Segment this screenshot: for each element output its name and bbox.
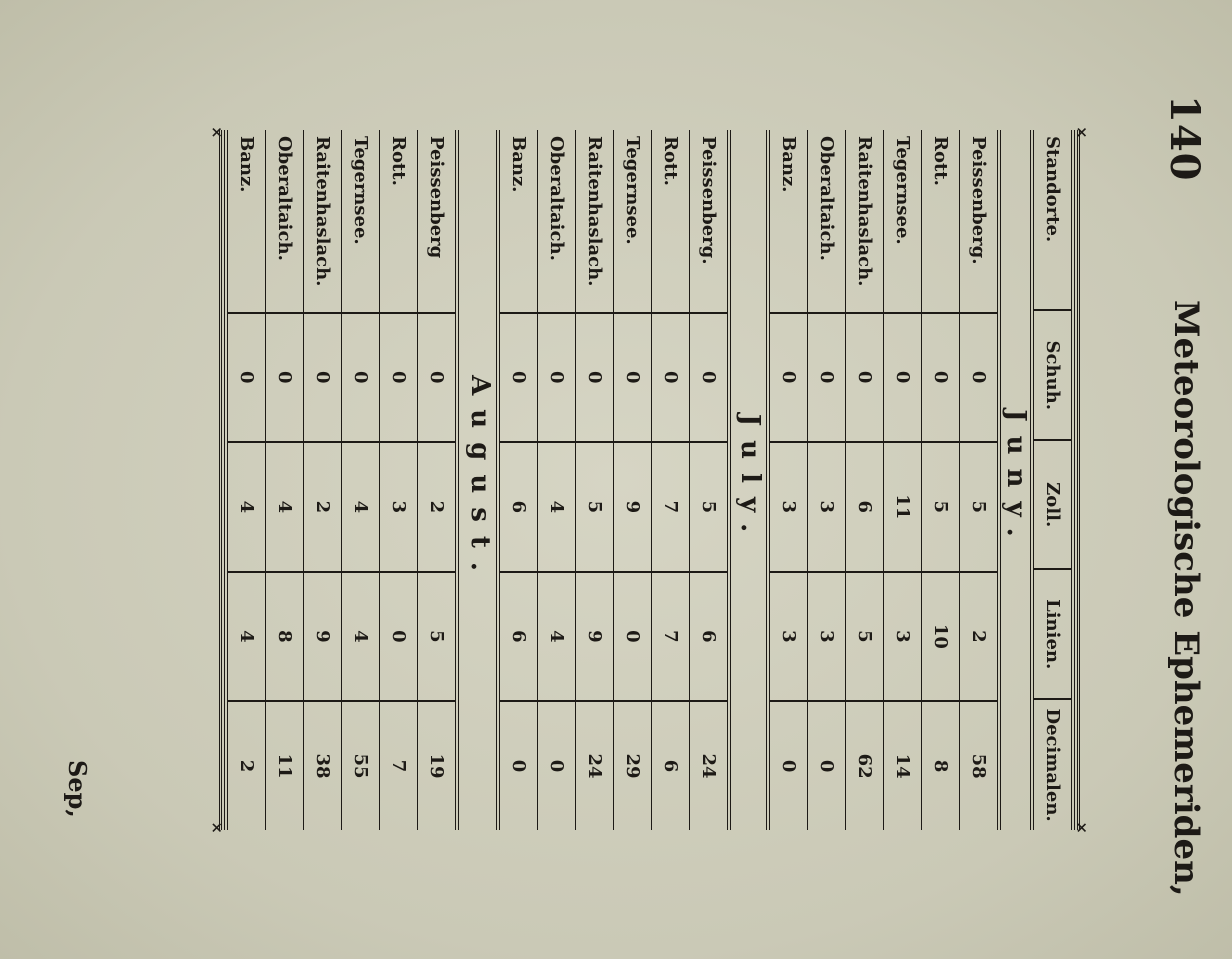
cell-place: Banz. — [508, 136, 529, 193]
cell-place: Rott. — [922, 130, 960, 313]
cell-decimalen: 0 — [808, 701, 846, 830]
table-row — [846, 130, 884, 830]
cell-place: Peissenberg. — [690, 130, 730, 313]
col-header-zoll: Zoll. — [1032, 440, 1073, 569]
corner-mark: × — [208, 821, 226, 834]
cell-place: Peissenberg. — [960, 130, 1000, 313]
cell-decimalen: 24 — [690, 701, 730, 830]
cell-zoll: 6 — [498, 442, 538, 572]
table-row — [538, 130, 576, 830]
cell-linien: 3 — [884, 572, 922, 702]
cell-schuh: 0 — [652, 313, 690, 443]
cell-place: Oberaltaich. — [538, 130, 576, 313]
col-header-decimalen: Decimalen. — [1032, 699, 1073, 830]
corner-mark: × — [208, 126, 226, 139]
cell-schuh: 0 — [342, 313, 380, 443]
table-row — [304, 130, 342, 830]
cell-place: Raitenhaslach. — [304, 130, 342, 313]
cell-decimalen: 11 — [266, 701, 304, 830]
cell-decimalen: 0 — [538, 701, 576, 830]
table-row — [226, 130, 266, 830]
cell-decimalen: 0 — [768, 701, 808, 830]
cell-schuh: 0 — [498, 313, 538, 443]
cell-schuh: 0 — [808, 313, 846, 442]
table-header-row — [1032, 130, 1073, 830]
cell-linien: 10 — [922, 572, 960, 702]
month-heading: July. — [735, 413, 765, 547]
cell-zoll: 3 — [808, 442, 846, 572]
month-heading: August. — [465, 375, 495, 585]
table-row — [960, 130, 1000, 830]
cell-zoll: 4 — [538, 442, 576, 572]
cell-decimalen: 14 — [884, 701, 922, 830]
cell-schuh: 0 — [266, 313, 304, 443]
table-row — [266, 130, 304, 830]
cell-zoll: 3 — [768, 442, 808, 572]
col-header-place: Standorte. — [1032, 130, 1073, 310]
cell-schuh: 0 — [226, 313, 266, 443]
cell-schuh: 0 — [614, 313, 652, 443]
table-row — [922, 130, 960, 830]
cell-zoll: 4 — [342, 442, 380, 572]
table-row — [576, 130, 614, 830]
cell-schuh: 0 — [690, 313, 730, 443]
cell-decimalen: 58 — [960, 701, 1000, 830]
catchword: Sep, — [63, 760, 92, 818]
table-row — [418, 130, 458, 830]
table-row — [768, 130, 808, 830]
table-row — [342, 130, 380, 830]
cell-zoll: 5 — [922, 442, 960, 572]
cell-decimalen: 19 — [418, 701, 458, 830]
cell-schuh: 0 — [576, 313, 614, 443]
cell-decimalen: 2 — [226, 701, 266, 830]
cell-place: Rott. — [380, 130, 418, 313]
cell-zoll: 9 — [614, 442, 652, 572]
cell-linien: 4 — [342, 572, 380, 702]
cell-linien: 3 — [808, 572, 846, 702]
cell-place: Tegernsee. — [614, 130, 652, 313]
cell-place: Banz. — [236, 136, 257, 193]
cell-place: Rott. — [652, 130, 690, 313]
cell-linien: 4 — [538, 572, 576, 702]
cell-zoll: 4 — [266, 442, 304, 572]
cell-zoll: 3 — [380, 442, 418, 572]
cell-decimalen: 6 — [652, 701, 690, 830]
cell-zoll: 2 — [304, 442, 342, 572]
table-section-august — [224, 130, 459, 830]
cell-place: Tegernsee. — [884, 130, 922, 313]
table-row — [380, 130, 418, 830]
cell-zoll: 5 — [576, 442, 614, 572]
cell-schuh: 0 — [380, 313, 418, 443]
table-row — [884, 130, 922, 830]
cell-zoll: 2 — [418, 442, 458, 572]
corner-mark: × — [1073, 821, 1091, 834]
col-header-linien: Linien. — [1032, 569, 1073, 699]
cell-schuh: 0 — [768, 313, 808, 442]
cell-linien: 4 — [226, 572, 266, 702]
corner-mark: × — [1073, 126, 1091, 139]
cell-decimalen: 0 — [498, 701, 538, 830]
cell-decimalen: 38 — [304, 701, 342, 830]
cell-decimalen: 24 — [576, 701, 614, 830]
cell-schuh: 0 — [304, 313, 342, 443]
page-number: 140 — [1161, 95, 1208, 182]
cell-zoll: 11 — [884, 442, 922, 572]
table-row — [614, 130, 652, 830]
cell-place: Raitenhaslach. — [576, 130, 614, 313]
cell-place: Oberaltaich. — [266, 130, 304, 313]
cell-linien: 9 — [304, 572, 342, 702]
cell-linien: 6 — [690, 572, 730, 702]
cell-linien: 3 — [768, 572, 808, 702]
cell-place: Tegernsee. — [342, 130, 380, 313]
cell-place: Banz. — [778, 136, 799, 193]
table-section-july — [496, 130, 731, 830]
table-juny — [1030, 130, 1075, 830]
table-row — [498, 130, 538, 830]
cell-linien: 5 — [418, 572, 458, 702]
cell-decimalen: 29 — [614, 701, 652, 830]
cell-decimalen: 7 — [380, 701, 418, 830]
cell-zoll: 6 — [846, 442, 884, 572]
cell-zoll: 5 — [960, 442, 1000, 572]
cell-place: Oberaltaich. — [808, 130, 846, 313]
cell-zoll: 5 — [690, 442, 730, 572]
table-row — [808, 130, 846, 830]
cell-linien: 6 — [498, 572, 538, 702]
table-section-juny — [766, 130, 1001, 830]
cell-decimalen: 55 — [342, 701, 380, 830]
table-row — [690, 130, 730, 830]
cell-schuh: 0 — [846, 313, 884, 442]
cell-schuh: 0 — [538, 313, 576, 443]
cell-linien: 8 — [266, 572, 304, 702]
cell-linien: 5 — [846, 572, 884, 702]
cell-place: Peissenberg — [418, 130, 458, 313]
running-title: Meteorologische Ephemeriden, — [1166, 300, 1206, 897]
table-row — [652, 130, 690, 830]
cell-linien: 2 — [960, 572, 1000, 702]
cell-decimalen: 62 — [846, 701, 884, 830]
cell-linien: 9 — [576, 572, 614, 702]
cell-schuh: 0 — [960, 313, 1000, 442]
cell-linien: 7 — [652, 572, 690, 702]
cell-schuh: 0 — [418, 313, 458, 443]
ephemerides-table-frame — [208, 126, 1091, 834]
cell-zoll: 4 — [226, 442, 266, 572]
cell-linien: 0 — [614, 572, 652, 702]
cell-schuh: 0 — [922, 313, 960, 442]
cell-linien: 0 — [380, 572, 418, 702]
col-header-schuh: Schuh. — [1032, 310, 1073, 440]
cell-zoll: 7 — [652, 442, 690, 572]
cell-place: Raitenhaslach. — [846, 130, 884, 313]
cell-schuh: 0 — [884, 313, 922, 442]
month-heading: Juny. — [1001, 409, 1031, 551]
cell-decimalen: 8 — [922, 701, 960, 830]
